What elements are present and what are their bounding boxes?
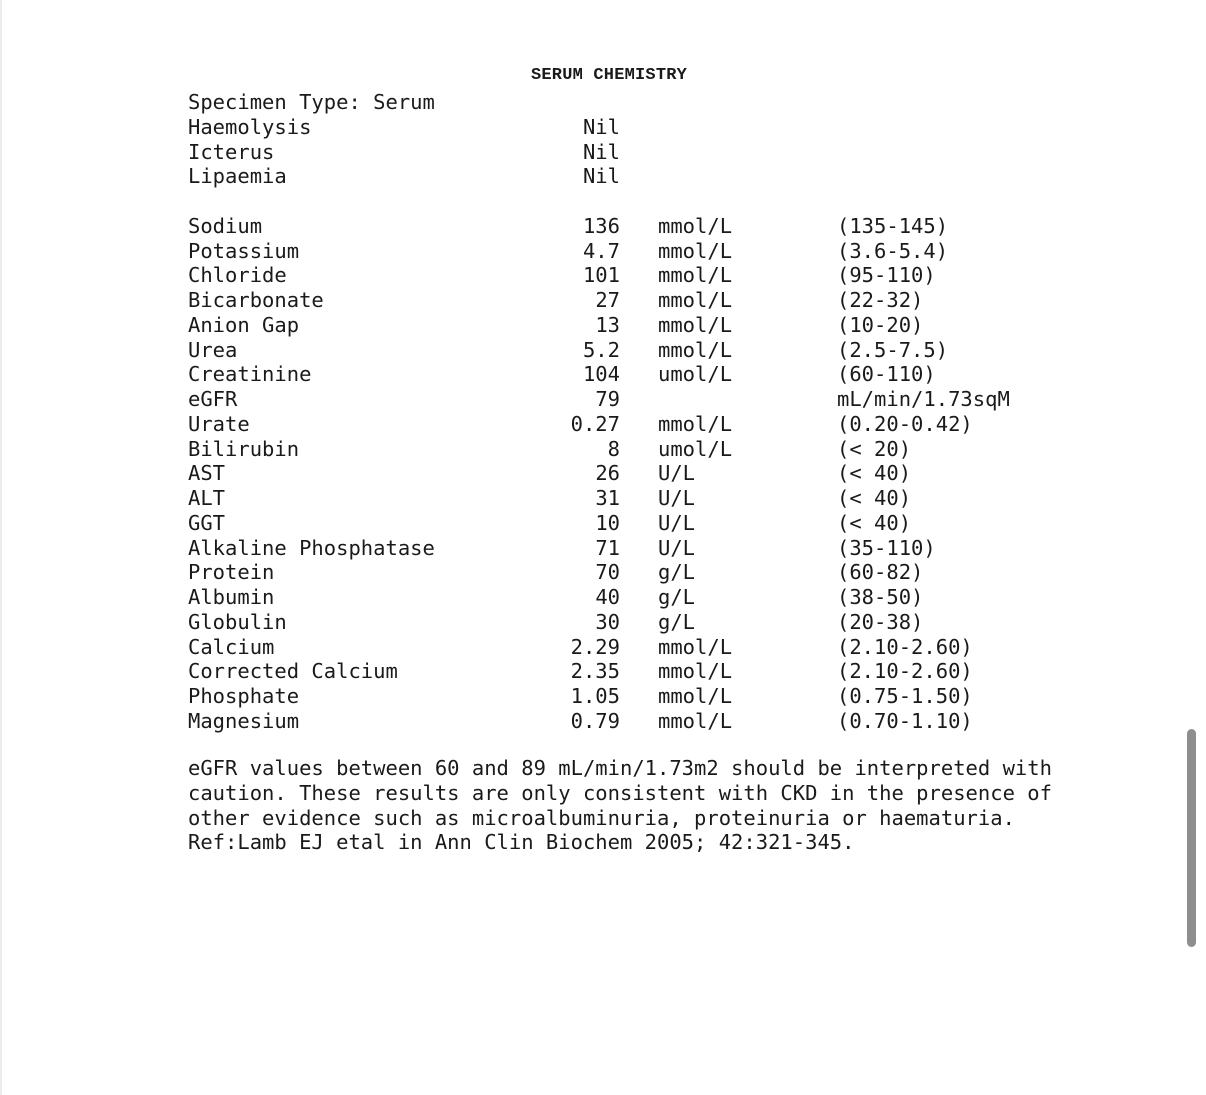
result-row (188, 536, 1148, 561)
analyte-value: 8 (607, 436, 620, 461)
analyte-name: Urea (188, 337, 238, 362)
analyte-name: Potassium (188, 238, 300, 263)
analyte-name: Sodium (188, 213, 263, 238)
egfr-interpretation-note (188, 756, 1148, 855)
quality-name: Lipaemia (188, 164, 287, 189)
report-title: SERUM CHEMISTRY (531, 66, 688, 85)
analyte-name: Corrected Calcium (188, 659, 398, 684)
analyte-unit: mmol/L (658, 684, 733, 708)
results-table (188, 90, 1148, 734)
analyte-value: 71 (595, 535, 620, 560)
reference-range: (22-32) (837, 288, 924, 312)
quality-name: Haemolysis (188, 114, 312, 139)
analyte-name: Protein (188, 560, 275, 585)
analyte-value: 10 (595, 510, 620, 535)
analyte-unit: U/L (658, 461, 696, 486)
analyte-name: Urate (188, 411, 250, 436)
analyte-value: 136 (582, 213, 620, 238)
reference-range: (0.70-1.10) (837, 708, 973, 733)
reference-range: (135-145) (837, 213, 949, 238)
analyte-value: 40 (595, 585, 620, 609)
reference-range: (20-38) (837, 609, 924, 634)
analyte-unit: mmol/L (658, 659, 733, 684)
section-spacer (188, 189, 1148, 214)
result-row (188, 659, 1148, 684)
analyte-unit: mmol/L (658, 312, 733, 337)
quality-row (188, 140, 1148, 165)
analyte-value: 0.27 (570, 411, 620, 436)
reference-range: (60-110) (837, 362, 936, 387)
analyte-unit: mmol/L (658, 337, 733, 362)
result-row (188, 560, 1148, 585)
analyte-name: Bicarbonate (188, 288, 324, 312)
reference-range: (60-82) (837, 560, 924, 585)
reference-range: (2.10-2.60) (837, 634, 973, 659)
reference-range: mL/min/1.73sqM (837, 387, 1010, 411)
note-line: eGFR values between 60 and 89 mL/min/1.73m2 should be interpreted with (188, 756, 1052, 780)
reference-range: (< 40) (837, 461, 912, 486)
analyte-name: Bilirubin (188, 436, 300, 461)
analyte-name: AST (188, 461, 226, 486)
result-row (188, 338, 1148, 363)
analyte-value: 104 (582, 362, 620, 387)
analyte-value: 30 (595, 609, 620, 634)
result-row (188, 585, 1148, 610)
quality-value: Nil (582, 164, 620, 189)
analyte-value: 2.29 (570, 634, 620, 659)
analyte-unit: mmol/L (658, 213, 733, 238)
analyte-unit: mmol/L (658, 288, 733, 312)
reference-range: (2.10-2.60) (837, 659, 973, 684)
result-row (188, 437, 1148, 462)
analyte-unit: g/L (658, 585, 696, 609)
analyte-unit: U/L (658, 486, 696, 510)
analyte-value: 101 (582, 263, 620, 288)
analyte-value: 31 (595, 486, 620, 510)
analyte-name: ALT (188, 486, 226, 510)
quality-name: Icterus (188, 139, 275, 164)
result-row (188, 709, 1148, 734)
analyte-unit: umol/L (658, 362, 733, 387)
analyte-unit: mmol/L (658, 238, 733, 263)
reference-range: (0.20-0.42) (837, 411, 973, 436)
result-row (188, 239, 1148, 264)
reference-range: (< 40) (837, 486, 912, 510)
analyte-value: 2.35 (570, 659, 620, 684)
analyte-unit: umol/L (658, 436, 733, 461)
analyte-value: 5.2 (582, 337, 620, 362)
analyte-value: 79 (595, 387, 620, 411)
analyte-value: 70 (595, 560, 620, 585)
analyte-unit: mmol/L (658, 634, 733, 659)
page-left-border (0, 0, 2, 1095)
analyte-name: Magnesium (188, 708, 300, 733)
result-row (188, 486, 1148, 511)
result-row (188, 387, 1148, 412)
reference-range: (95-110) (837, 263, 936, 288)
reference-range: (< 40) (837, 510, 912, 535)
result-row (188, 461, 1148, 486)
reference-range: (2.5-7.5) (837, 337, 949, 362)
analyte-unit: mmol/L (658, 708, 733, 733)
analyte-name: Albumin (188, 585, 275, 609)
analyte-name: GGT (188, 510, 226, 535)
analyte-unit: mmol/L (658, 263, 733, 288)
result-row (188, 263, 1148, 288)
analyte-name: Chloride (188, 263, 287, 288)
analyte-value: 4.7 (582, 238, 620, 263)
note-line: caution. These results are only consistent with CKD in the presence of (188, 780, 1052, 805)
reference-range: (38-50) (837, 585, 924, 609)
analyte-unit: g/L (658, 609, 696, 634)
result-row (188, 313, 1148, 338)
result-row (188, 362, 1148, 387)
analyte-name: Globulin (188, 609, 287, 634)
reference-range: (35-110) (837, 535, 936, 560)
analyte-unit: U/L (658, 535, 696, 560)
reference-range: (10-20) (837, 312, 924, 337)
specimen-type-row (188, 90, 1148, 115)
analyte-value: 27 (595, 288, 620, 312)
analyte-value: 0.79 (570, 708, 620, 733)
quality-value: Nil (582, 114, 620, 139)
analyte-name: Creatinine (188, 362, 312, 387)
analyte-name: Phosphate (188, 684, 300, 708)
reference-range: (< 20) (837, 436, 912, 461)
reference-range: (3.6-5.4) (837, 238, 949, 263)
result-row (188, 288, 1148, 313)
result-row (188, 511, 1148, 536)
analyte-name: Alkaline Phosphatase (188, 535, 435, 560)
quality-row (188, 164, 1148, 189)
quality-value: Nil (582, 139, 620, 164)
result-row (188, 684, 1148, 709)
analyte-unit: g/L (658, 560, 696, 585)
analyte-unit: mmol/L (658, 411, 733, 436)
analyte-name: eGFR (188, 387, 238, 411)
quality-row (188, 115, 1148, 140)
analyte-list (188, 214, 1148, 734)
result-row (188, 412, 1148, 437)
analyte-value: 1.05 (570, 684, 620, 708)
result-row (188, 214, 1148, 239)
analyte-name: Anion Gap (188, 312, 300, 337)
vertical-scrollbar-thumb[interactable] (1187, 729, 1196, 947)
specimen-type: Specimen Type: Serum (188, 90, 435, 114)
result-row (188, 610, 1148, 635)
analyte-name: Calcium (188, 634, 275, 659)
analyte-value: 13 (595, 312, 620, 337)
reference-range: (0.75-1.50) (837, 684, 973, 708)
analyte-value: 26 (595, 461, 620, 486)
note-line: other evidence such as microalbuminuria, proteinuria or haematuria. (188, 805, 1015, 830)
analyte-unit: U/L (658, 510, 696, 535)
specimen-quality-list (188, 115, 1148, 189)
note-line: Ref:Lamb EJ etal in Ann Clin Biochem 2005; 42:321-345. (188, 830, 855, 855)
result-row (188, 635, 1148, 660)
